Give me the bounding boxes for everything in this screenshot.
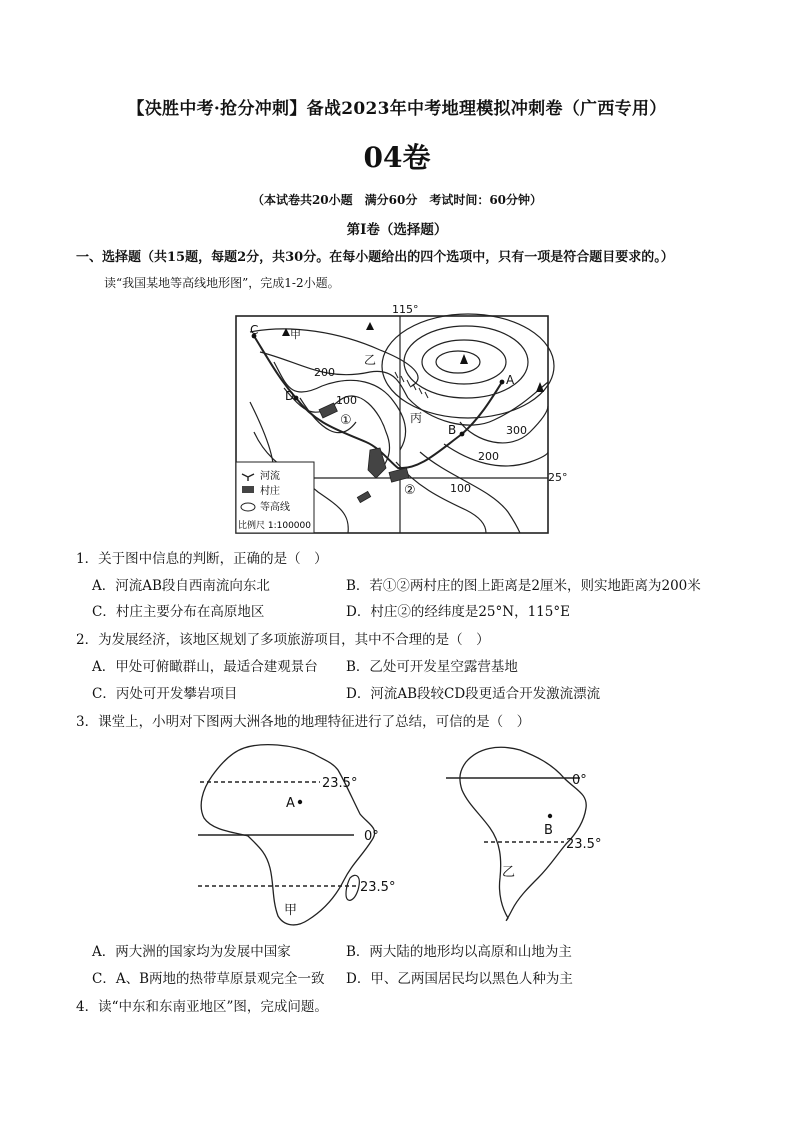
label-b: B [448,423,457,437]
meridian-label: 115° [392,303,419,316]
sa-label-b: B [544,823,553,838]
q1-option-a[interactable]: A．河流AB段自西南流向东北 [92,578,270,594]
point-a [500,380,505,385]
contour-label-200a: 200 [314,366,335,379]
contour-label-100a: 100 [336,394,357,407]
village-large [368,448,386,478]
legend-scale: 比例尺 1:100000 [238,521,311,531]
question-2-stem: 2．为发展经济，该地区规划了多项旅游项目，其中不合理的是（ ） [76,632,490,648]
contour-ring [436,351,480,373]
label-jia: 甲 [290,328,301,341]
label-c: C [250,323,259,337]
africa-lat-0: 0° [364,829,379,844]
africa-point-a [298,800,302,804]
q3-option-c[interactable]: C．A、B两地的热带草原景观完全一致 [92,971,325,987]
exam-note: （本试卷共20小题 满分60分 考试时间：60分钟） [251,193,543,207]
label-village-2: ② [404,483,416,498]
sa-lat-s: 23.5° [566,837,602,852]
village-2 [389,468,409,482]
part-heading: 第Ⅰ卷（选择题） [346,222,448,238]
contour-label-300: 300 [506,424,527,437]
q1-option-b[interactable]: B．若①②两村庄的图上距离是2厘米，则实地距离为200米 [346,578,701,594]
question-3-stem: 3．课堂上，小明对下图两大洲各地的地理特征进行了总结，可信的是（ ） [76,714,531,730]
peak-icon [460,354,468,364]
point-d [294,396,299,401]
legend-village: 村庄 [260,486,280,497]
contour-map [230,302,568,538]
africa-lat-n: 23.5° [322,776,358,791]
africa-label-a: A [286,796,295,811]
madagascar-outline [346,875,359,900]
label-village-1: ① [340,413,352,428]
section-heading: 一、选择题（共15题，每题2分，共30分。在每小题给出的四个选项中，只有一项是符合题目要求的。） [76,250,674,265]
q3-option-a[interactable]: A．两大洲的国家均为发展中国家 [92,944,291,960]
village-legend-icon [242,486,254,493]
contour-label-100b: 100 [450,482,471,495]
legend-river: 河流 [260,471,280,482]
label-a: A [506,373,515,387]
legend-contour: 等高线 [260,502,290,513]
q3-option-d[interactable]: D．甲、乙两国居民均以黑色人种为主 [346,971,573,987]
village-1 [319,403,337,418]
exam-title: 【决胜中考·抢分冲刺】备战2023年中考地理模拟冲刺卷（广西专用） [127,99,667,119]
q3-option-b[interactable]: B．两大陆的地形均以高原和山地为主 [346,944,572,960]
question-1-stem: 1．关于图中信息的判断，正确的是（ ） [76,551,328,567]
q1-option-c[interactable]: C．村庄主要分布在高原地区 [92,604,265,620]
exam-volume: 04卷 [363,141,431,174]
contour-line [460,406,548,443]
map-intro: 读“我国某地等高线地形图”，完成1-2小题。 [104,276,340,290]
contour-label-200b: 200 [478,450,499,463]
africa-label-jia: 甲 [284,903,298,918]
q2-option-a[interactable]: A．甲处可俯瞰群山，最适合建观景台 [92,659,318,675]
label-d: D [285,389,295,403]
label-yi: 乙 [364,353,377,367]
south-america-map [440,738,640,928]
sa-label-yi: 乙 [502,865,516,880]
south-america-outline [460,747,586,920]
peak-icon [366,322,374,330]
q2-option-d[interactable]: D．河流AB段较CD段更适合开发激流漂流 [346,686,601,702]
q2-option-c[interactable]: C．丙处可开发攀岩项目 [92,686,238,702]
point-b [460,432,465,437]
sa-point-b [548,814,552,818]
sa-lat-0: 0° [572,773,587,788]
q2-option-b[interactable]: B．乙处可开发星空露营基地 [346,659,518,675]
village-small [357,491,370,502]
map-legend [236,462,314,533]
africa-lat-s: 23.5° [360,880,396,895]
question-4-stem: 4．读“中东和东南亚地区”图，完成问题。 [76,999,328,1015]
q1-option-d[interactable]: D．村庄②的经纬度是25°N，115°E [346,604,570,620]
label-bing: 丙 [410,411,423,425]
africa-map [192,740,412,930]
parallel-label: 25° [548,471,568,484]
